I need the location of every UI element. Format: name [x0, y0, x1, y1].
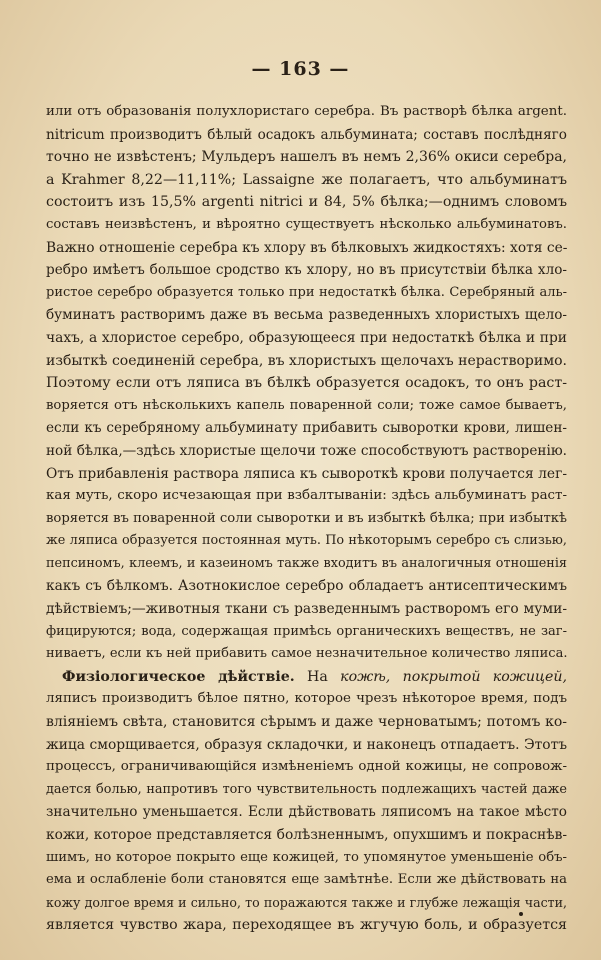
ink-spot: [519, 912, 523, 916]
text-fragment: На: [294, 668, 341, 685]
text-line: nitricum производитъ бѣлый осадокъ альбумината; составъ послѣдняго: [46, 126, 567, 143]
text-line: какъ съ бѣлкомъ. Азотнокислое серебро обладаетъ антисептическимъ: [46, 578, 567, 595]
text-line: дается болью, напротивъ того чувствительность подлежащихъ частей даже: [46, 781, 567, 797]
italic-phrase: кожѣ, покрытой кожицей,: [340, 668, 567, 685]
text-line: кая муть, скоро исчезающая при взбалтываніи: здѣсь альбуминатъ раст-: [46, 488, 567, 504]
text-line: составъ неизвѣстенъ, и вѣроятно существуетъ нѣсколько альбуминатовъ.: [46, 216, 567, 232]
text-line: ляписъ производитъ бѣлое пятно, которое чрезъ нѣкоторое время, подъ: [46, 691, 567, 707]
text-line: Отъ прибавленія раствора ляписа къ сывороткѣ крови получается лег-: [46, 465, 567, 482]
text-line: ребро имѣетъ большое сродство къ хлору, но въ присутствіи бѣлка хло-: [46, 262, 567, 279]
text-line: ема и ослабленіе боли становятся еще замѣтнѣе. Если же дѣйствовать на: [46, 872, 567, 888]
text-line: воряется отъ нѣсколькихъ капель поваренной соли; тоже самое бываетъ,: [46, 397, 567, 413]
text-line: пепсиномъ, клеемъ, и казеиномъ также входитъ въ аналогичныя отношенія: [46, 555, 567, 571]
page-number: — 163 —: [251, 58, 350, 80]
text-line: фицируются; вода, содержащая примѣсь органическихъ веществъ, не заг-: [46, 623, 567, 639]
text-line: значительно уменьшается. Если дѣйствовать ляписомъ на такое мѣсто: [46, 804, 567, 821]
body-text: [46, 101, 567, 937]
text-line: ниваетъ, если къ ней прибавить самое незначительное количество ляписа.: [46, 646, 567, 662]
text-line: является чувство жара, переходящее въ жгучую боль, и образуется: [46, 917, 567, 934]
text-line: Важно отношеніе серебра къ хлору въ бѣлковыхъ жидкостяхъ: хотя се-: [46, 239, 567, 256]
text-line: чахъ, а хлористое серебро, образующееся при недостаткѣ бѣлка и при: [46, 329, 567, 346]
text-line: кожи, которое представляется болѣзненнымъ, опухшимъ и покраснѣв-: [46, 827, 567, 843]
text-line: процессъ, ограничивающійся измѣненіемъ одной кожицы, не сопровож-: [46, 759, 567, 775]
text-line: буминатъ растворимъ даже въ весьма разведенныхъ хлористыхъ щело-: [46, 307, 567, 324]
text-line: дѣйствіемъ;—животныя ткани съ разведеннымъ растворомъ его муми-: [46, 601, 567, 618]
text-line: или отъ образованія полухлористаго серебра. Въ растворѣ бѣлка argent.: [46, 104, 567, 119]
text-line: Поэтому если отъ ляписа въ бѣлкѣ образуется осадокъ, то онъ раст-: [46, 375, 567, 392]
text-line: же ляписа образуется постоянная муть. По нѣкоторымъ серебро съ слизью,: [46, 533, 567, 549]
text-line: ристое серебро образуется только при недостаткѣ бѣлка. Серебряный аль-: [46, 284, 567, 300]
text-line: точно не извѣстенъ; Мульдеръ нашелъ въ немъ 2,36% окиси серебра,: [46, 149, 567, 166]
text-line: а Krahmer 8,22—11,11%; Lassaigne же полагаетъ, что альбуминатъ: [46, 171, 567, 188]
text-line: ной бѣлка,—здѣсь хлористые щелочи тоже способствуютъ растворенію.: [46, 442, 567, 459]
text-line: состоитъ изъ 15,5% argenti nitrici и 84, 5% бѣлка;—однимъ словомъ: [46, 194, 567, 211]
text-line: избыткѣ соединеній серебра, въ хлористыхъ щелочахъ нерастворимо.: [46, 352, 567, 369]
section-heading: Физіологическое дѣйствіе.: [62, 668, 295, 685]
text-line: жица сморщивается, образуя складочки, и наконецъ отпадаетъ. Этотъ: [46, 736, 567, 753]
text-line: если къ серебряному альбуминату прибавить сыворотки крови, лишен-: [46, 420, 567, 437]
text-line: шимъ, но которое покрыто еще кожицей, то упомянутое уменьшеніе объ-: [46, 849, 567, 865]
text-line: вліяніемъ свѣта, становится сѣрымъ и даже черноватымъ; потомъ ко-: [46, 714, 567, 731]
section-first-line: [46, 666, 567, 689]
text-line: кожу долгое время и сильно, то поражаются также и глубже лежащія части,: [46, 894, 567, 910]
text-line: воряется въ поваренной соли сыворотки и въ избыткѣ бѣлка; при избыткѣ: [46, 510, 567, 526]
